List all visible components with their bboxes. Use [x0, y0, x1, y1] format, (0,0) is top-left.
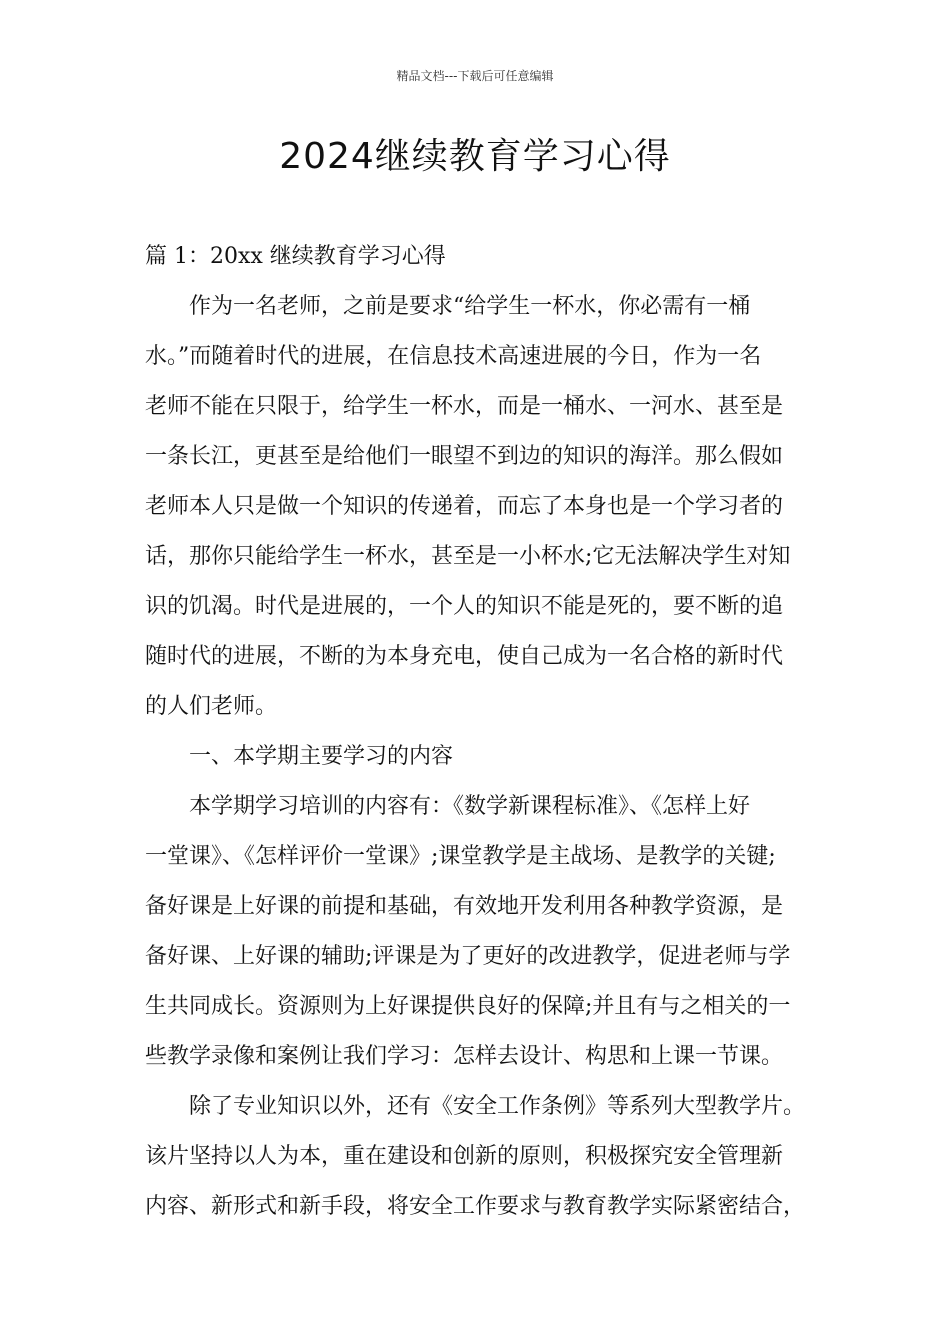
- text-line: 本学期学习培训的内容有：《数学新课程标准》、《怎样上好: [189, 794, 751, 819]
- body-text: [145, 232, 825, 1232]
- text-line: 备好课是上好课的前提和基础，有效地开发利用各种教学资源，是: [145, 894, 784, 919]
- text-line: 该片坚持以人为本，重在建设和创新的原则，积极探究安全管理新: [145, 1144, 784, 1169]
- text-line: 作为一名老师，之前是要求“给学生一杯水，你必需有一桶: [189, 294, 751, 319]
- text-line: 话，那你只能给学生一杯水，甚至是一小杯水;它无法解决学生对知: [145, 544, 791, 569]
- text-line: 老师不能在只限于，给学生一杯水，而是一桶水、一河水、甚至是: [145, 394, 784, 419]
- text-line: 识的饥渴。时代是进展的，一个人的知识不能是死的，要不断的追: [145, 594, 784, 619]
- text-line: 老师本人只是做一个知识的传递着，而忘了本身也是一个学习者的: [145, 494, 784, 519]
- text-line: 一堂课》、《怎样评价一堂课》;课堂教学是主战场、是教学的关键;: [145, 844, 776, 869]
- text-line: 备好课、上好课的辅助;评课是为了更好的改进教学，促进老师与学: [145, 944, 791, 969]
- text-line: 的人们老师。: [145, 694, 278, 719]
- text-line: 篇 1：20xx 继续教育学习心得: [145, 244, 446, 269]
- document-title: 2024继续教育学习心得: [279, 136, 671, 177]
- section-heading: 一、本学期主要学习的内容: [189, 744, 454, 769]
- text-line: 除了专业知识以外，还有《安全工作条例》等系列大型教学片。: [189, 1094, 806, 1119]
- text-line: 随时代的进展，不断的为本身充电，使自己成为一名合格的新时代: [145, 644, 784, 669]
- text-line: 些教学录像和案例让我们学习：怎样去设计、构思和上课一节课。: [145, 1044, 784, 1069]
- header-note: 精品文档---下载后可任意编辑: [396, 69, 554, 83]
- text-line: 一条长江，更甚至是给他们一眼望不到边的知识的海洋。那么假如: [145, 444, 784, 469]
- text-line: 内容、新形式和新手段，将安全工作要求与教育教学实际紧密结合，: [145, 1194, 806, 1219]
- text-line: 水。”而随着时代的进展，在信息技术高速进展的今日，作为一名: [145, 344, 762, 369]
- text-line: 生共同成长。资源则为上好课提供良好的保障;并且有与之相关的一: [145, 994, 791, 1019]
